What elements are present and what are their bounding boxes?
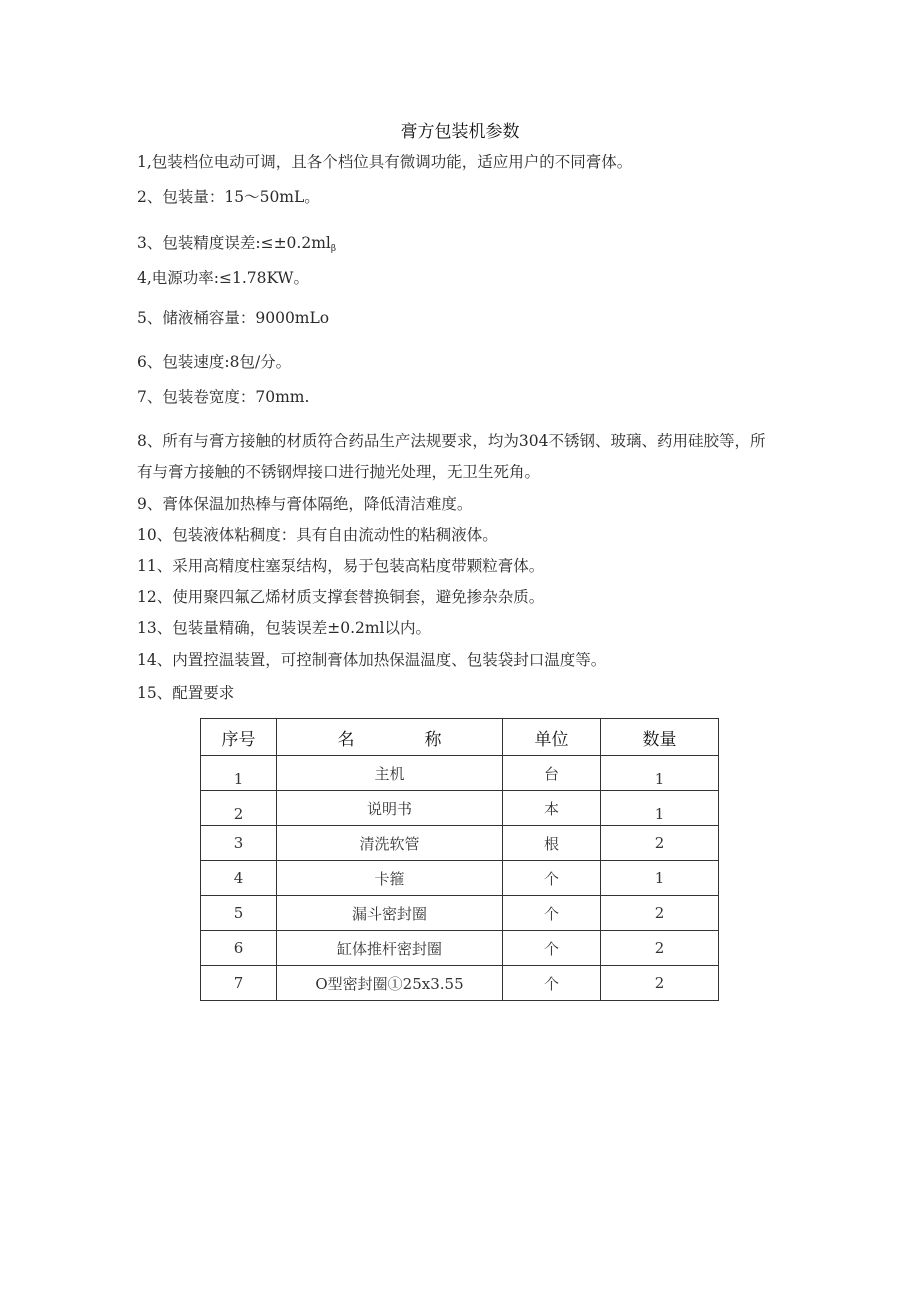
cell-no: 4 (201, 861, 277, 896)
param-item-8: 8、所有与膏方接触的材质符合药品生产法规要求，均为304不锈钢、玻璃、药用硅胶等，所有与膏方接触的不锈钢焊接口进行抛光处理，无卫生死角。 (137, 432, 766, 481)
config-table (200, 718, 719, 1001)
table-row (201, 861, 719, 896)
param-item-4: 4,电源功率:≤1.78KW。 (137, 269, 309, 287)
cell-name: 主机 (277, 756, 503, 791)
document-title: 膏方包装机参数 (400, 122, 520, 142)
cell-unit: 台 (503, 756, 601, 791)
cell-qty: 2 (601, 966, 719, 1001)
param-item-10: 10、包装液体粘稠度：具有自由流动性的粘稠液体。 (137, 526, 498, 544)
cell-no (201, 756, 277, 791)
table-row (201, 791, 719, 826)
table-row (201, 756, 719, 791)
cell-no-text: 2 (233, 805, 244, 823)
param-item-5: 5、储液桶容量：9000mLo (137, 309, 330, 327)
cell-unit: 个 (503, 861, 601, 896)
cell-no: 3 (201, 826, 277, 861)
param-item-3 (137, 233, 336, 259)
param-item-3-text: 3、包装精度误差:≤±0.2ml (137, 234, 331, 252)
param-item-11: 11、采用高精度柱塞泵结构，易于包装高粘度带颗粒膏体。 (137, 557, 545, 575)
param-item-1: 1,包装档位电动可调，且各个档位具有微调功能，适应用户的不同膏体。 (137, 153, 633, 171)
cell-unit: 根 (503, 826, 601, 861)
param-item-7: 7、包装卷宽度：70mm. (137, 388, 310, 406)
cell-qty-text: 1 (654, 770, 665, 788)
table-row (201, 826, 719, 861)
cell-unit: 本 (503, 791, 601, 826)
table-row (201, 896, 719, 931)
header-qty: 数量 (601, 719, 719, 756)
header-unit: 单位 (503, 719, 601, 756)
cell-no (201, 791, 277, 826)
param-item-15: 15、配置要求 (137, 684, 235, 702)
param-item-6: 6、包装速度:8包/分。 (137, 353, 292, 371)
cell-no-text: 1 (233, 770, 244, 788)
cell-name: 缸体推杆密封圈 (277, 931, 503, 966)
cell-qty: 2 (601, 931, 719, 966)
table-row (201, 931, 719, 966)
cell-unit: 个 (503, 931, 601, 966)
cell-qty (601, 791, 719, 826)
header-no: 序号 (201, 719, 277, 756)
header-name-part-2: 称 (424, 729, 442, 750)
header-name-part-1: 名 (337, 729, 355, 750)
param-item-12: 12、使用聚四氟乙烯材质支撑套替换铜套，避免掺杂杂质。 (137, 588, 545, 606)
cell-qty (601, 756, 719, 791)
cell-name: O型密封圈①25x3.55 (277, 966, 503, 1001)
cell-no: 7 (201, 966, 277, 1001)
table-row (201, 966, 719, 1001)
cell-name: 卡箍 (277, 861, 503, 896)
cell-name: 说明书 (277, 791, 503, 826)
cell-no: 5 (201, 896, 277, 931)
table-header-row (201, 719, 719, 756)
cell-qty: 2 (601, 826, 719, 861)
param-item-2: 2、包装量：15～50mL。 (137, 188, 320, 206)
param-item-9: 9、膏体保温加热棒与膏体隔绝，降低清洁难度。 (137, 495, 473, 513)
cell-name: 漏斗密封圈 (277, 896, 503, 931)
cell-qty: 1 (601, 861, 719, 896)
param-item-13: 13、包装量精确，包装误差±0.2ml以内。 (137, 619, 432, 637)
cell-unit: 个 (503, 896, 601, 931)
cell-name: 清洗软管 (277, 826, 503, 861)
param-item-3-suffix: β (330, 244, 337, 254)
header-name (277, 719, 503, 756)
cell-qty: 2 (601, 896, 719, 931)
cell-qty-text: 1 (654, 805, 665, 823)
param-item-14: 14、内置控温装置，可控制膏体加热保温温度、包装袋封口温度等。 (137, 651, 607, 669)
cell-no: 6 (201, 931, 277, 966)
cell-unit: 个 (503, 966, 601, 1001)
